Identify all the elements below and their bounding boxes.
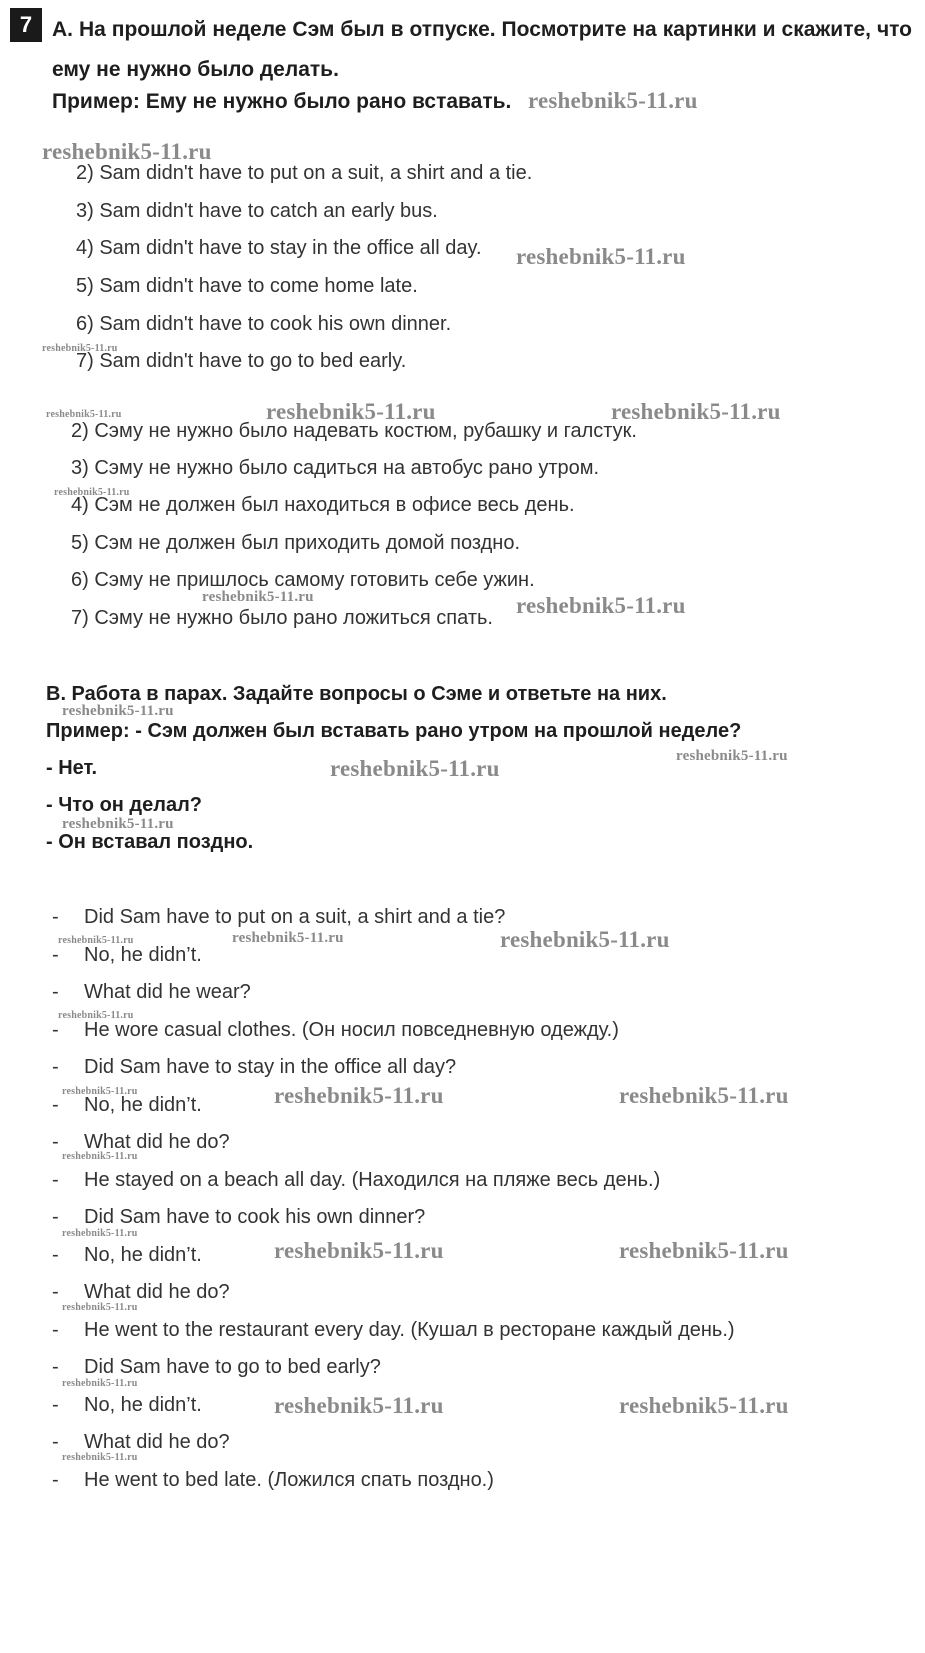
dialogue-text: What did he wear?: [84, 981, 251, 1003]
dash: -: [52, 1019, 59, 1041]
watermark: reshebnik5-11.ru: [42, 343, 118, 354]
dialogue-text: No, he didn’t.: [84, 1244, 202, 1266]
dialogue-text: He went to bed late. (Ложился спать поздно.): [84, 1469, 494, 1491]
dash: -: [52, 1131, 59, 1153]
dash: -: [52, 1094, 59, 1116]
watermark: reshebnik5-11.ru: [42, 139, 212, 164]
dash: -: [52, 1281, 59, 1303]
answer-en-7: 7) Sam didn't have to go to bed early.: [76, 350, 407, 372]
dialogue-line: [52, 906, 505, 929]
dialogue-line: [52, 981, 251, 1004]
task-a-instruction: A. На прошлой неделе Сэм был в отпуске. Посмотрите на картинки и скажите, что ему не нужно было делать.: [52, 18, 912, 81]
answer-ru-2: 2) Сэму не нужно было надевать костюм, рубашку и галстук.: [71, 420, 637, 442]
watermark: reshebnik5-11.ru: [500, 927, 670, 952]
dialogue-line: [52, 1281, 230, 1304]
watermark: reshebnik5-11.ru: [62, 703, 174, 719]
answer-en-6: 6) Sam didn't have to cook his own dinner.: [76, 313, 452, 335]
watermark: reshebnik5-11.ru: [611, 399, 781, 424]
dialogue-line: [52, 944, 202, 967]
dialogue-line: [52, 1356, 381, 1379]
watermark: reshebnik5-11.ru: [266, 399, 436, 424]
dialogue-text: Did Sam have to put on a suit, a shirt and a tie?: [84, 906, 506, 928]
dash: -: [52, 1431, 59, 1453]
watermark: reshebnik5-11.ru: [516, 593, 686, 618]
dialogue-line: [52, 1431, 230, 1454]
dash: -: [52, 1206, 59, 1228]
answer-ru-4: 4) Сэм не должен был находиться в офисе весь день.: [71, 494, 575, 516]
watermark: reshebnik5-11.ru: [46, 409, 122, 420]
dash: -: [52, 1356, 59, 1378]
dash: -: [52, 1319, 59, 1341]
watermark: reshebnik5-11.ru: [62, 816, 174, 832]
dash: -: [52, 981, 59, 1003]
dialogue-text: What did he do?: [84, 1131, 230, 1153]
answer-en-3: 3) Sam didn't have to catch an early bus.: [76, 200, 438, 222]
answer-ru-6: 6) Сэму не пришлось самому готовить себе ужин.: [71, 569, 535, 591]
task-b-instruction: B. Работа в парах. Задайте вопросы о Сэме и ответьте на них.: [46, 683, 667, 705]
dialogue-text: Did Sam have to stay in the office all day?: [84, 1056, 457, 1078]
watermark: reshebnik5-11.ru: [58, 935, 134, 946]
dialogue-line: [52, 1469, 494, 1492]
watermark: reshebnik5-11.ru: [274, 1238, 444, 1263]
dialogue-line: [52, 1319, 735, 1342]
answer-en-5: 5) Sam didn't have to come home late.: [76, 275, 418, 297]
dialogue-line: [52, 1019, 619, 1042]
watermark: reshebnik5-11.ru: [62, 1086, 138, 1097]
dialogue-text: No, he didn’t.: [84, 1394, 202, 1416]
dash: -: [52, 1056, 59, 1078]
dialogue-text: Did Sam have to cook his own dinner?: [84, 1206, 426, 1228]
dialogue-text: He wore casual clothes. (Он носил повседневную одежду.): [84, 1019, 619, 1041]
dialogue-text: What did he do?: [84, 1431, 230, 1453]
watermark: reshebnik5-11.ru: [62, 1151, 138, 1162]
dialogue-text: He went to the restaurant every day. (Кушал в ресторане каждый день.): [84, 1319, 735, 1341]
task-b-example-question: Пример: - Сэм должен был вставать рано утром на прошлой неделе?: [46, 720, 742, 742]
watermark: reshebnik5-11.ru: [232, 930, 344, 946]
dialogue-line: [52, 1394, 202, 1417]
watermark: reshebnik5-11.ru: [58, 1010, 134, 1021]
answer-en-4: 4) Sam didn't have to stay in the office all day.: [76, 237, 482, 259]
dash: -: [52, 906, 59, 928]
watermark: reshebnik5-11.ru: [274, 1083, 444, 1108]
dash: -: [52, 944, 59, 966]
watermark: reshebnik5-11.ru: [676, 748, 788, 764]
dialogue-line: [52, 1094, 202, 1117]
watermark: reshebnik5-11.ru: [202, 589, 314, 605]
dash: -: [52, 1469, 59, 1491]
dialogue-text: What did he do?: [84, 1281, 230, 1303]
dialogue-line: [52, 1244, 202, 1267]
watermark: reshebnik5-11.ru: [619, 1083, 789, 1108]
watermark: reshebnik5-11.ru: [619, 1393, 789, 1418]
answer-ru-5: 5) Сэм не должен был приходить домой поздно.: [71, 532, 521, 554]
watermark: reshebnik5-11.ru: [62, 1228, 138, 1239]
dash: -: [52, 1244, 59, 1266]
answer-en-2: 2) Sam didn't have to put on a suit, a shirt and a tie.: [76, 162, 533, 184]
watermark: reshebnik5-11.ru: [62, 1452, 138, 1463]
watermark: reshebnik5-11.ru: [516, 244, 686, 269]
watermark: reshebnik5-11.ru: [619, 1238, 789, 1263]
task-b-example-answer: - Он вставал поздно.: [46, 831, 254, 853]
watermark: reshebnik5-11.ru: [528, 88, 698, 113]
task-b-example-what: - Что он делал?: [46, 794, 202, 816]
answer-ru-7: 7) Сэму не нужно было рано ложиться спать.: [71, 607, 493, 629]
dialogue-text: Did Sam have to go to bed early?: [84, 1356, 381, 1378]
dialogue-line: [52, 1169, 660, 1192]
dialogue-line: [52, 1206, 425, 1229]
exercise-number-badge: 7: [10, 8, 42, 42]
dash: -: [52, 1169, 59, 1191]
dialogue-text: No, he didn’t.: [84, 944, 202, 966]
watermark: reshebnik5-11.ru: [54, 487, 130, 498]
task-b-example-no: - Нет.: [46, 757, 98, 779]
answer-ru-3: 3) Сэму не нужно было садиться на автобус рано утром.: [71, 457, 600, 479]
dialogue-text: He stayed on a beach all day. (Находился на пляже весь день.): [84, 1169, 661, 1191]
dialogue-line: [52, 1056, 456, 1079]
watermark: reshebnik5-11.ru: [62, 1378, 138, 1389]
task-a-example: Пример: Ему не нужно было рано вставать.: [52, 90, 512, 113]
watermark: reshebnik5-11.ru: [330, 756, 500, 781]
dialogue-text: No, he didn’t.: [84, 1094, 202, 1116]
watermark: reshebnik5-11.ru: [62, 1302, 138, 1313]
dash: -: [52, 1394, 59, 1416]
watermark: reshebnik5-11.ru: [274, 1393, 444, 1418]
